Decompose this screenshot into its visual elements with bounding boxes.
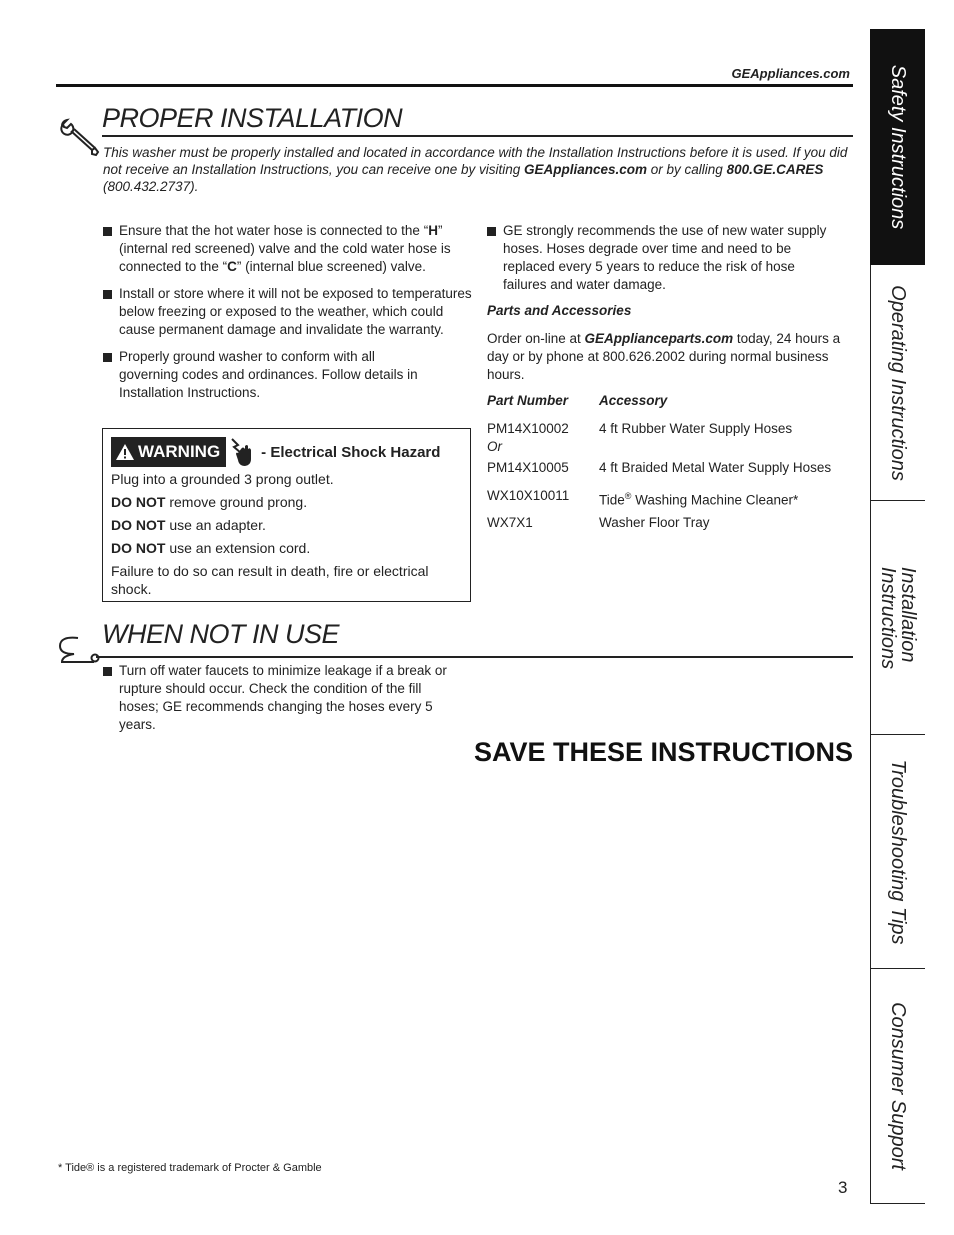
part-number: PM14X10005 [487,460,569,475]
list-item: Turn off water faucets to minimize leakage if a break or rupture should occur. Check the condition of the fill hoses; GE recommends changing the hoses every 5 years. [103,662,455,734]
warning-box [102,428,471,602]
not-in-use-bullets [103,662,455,743]
electric-shock-icon [229,437,257,467]
warning-badge: WARNING [111,437,226,467]
list-item: Install or store where it will not be exposed to temperatures below freezing or exposed to the weather, which could cause permanent damage and invalidate the warranty. [103,285,473,339]
accessory: 4 ft Braided Metal Water Supply Hoses [599,460,832,475]
phone-ge-cares: 800.GE.CARES [726,162,824,177]
wrench-icon [58,118,100,160]
col-part-number: Part Number [487,393,569,408]
when-not-in-use-title: WHEN NOT IN USE [102,619,340,649]
page-number: 3 [838,1178,848,1197]
list-item: GE strongly recommends the use of new water supply hoses. Hoses degrade over time and need to be replaced every 5 years to reduce the risk of hose failures and water damage. [487,222,842,294]
warning-hazard-text: - Electrical Shock Hazard [261,443,441,461]
list-item: Ensure that the hot water hose is connected to the “H” (internal red screened) valve and the cold water hose is connected to the “C” (internal blue screened) valve. [103,222,473,276]
parts-order-text: Order on-line at GEApplianceparts.com today, 24 hours a day or by phone at 800.626.2002 during normal business hours. [487,331,841,382]
part-number: WX7X1 [487,515,533,530]
col-accessory: Accessory [599,393,668,408]
installation-bullets-right [487,222,842,303]
proper-installation-title: PROPER INSTALLATION [102,103,403,133]
accessory: Washer Floor Tray [599,515,710,530]
accessory: 4 ft Rubber Water Supply Hoses [599,421,793,436]
site-url[interactable]: GEAppliances.com [731,66,850,81]
parts-heading: Parts and Accessories [487,303,632,318]
footnote: * Tide® is a registered trademark of Procter & Gamble [58,1162,322,1174]
tab-troubleshooting-tips[interactable]: Troubleshooting Tips [870,735,925,969]
save-instructions: SAVE THESE INSTRUCTIONS [473,737,853,767]
warning-body: Plug into a grounded 3 prong outlet. DO NOT remove ground prong. DO NOT use an adapter. DO NOT use an extension cord. Failure to do so can result in death, fire or electrical shock. [111,471,429,597]
installation-bullets-left [103,222,473,411]
section-rule [102,135,853,137]
section-tabs [870,29,925,1204]
tab-installation-instructions[interactable]: Installation Instructions [870,501,925,735]
header-rule [56,84,853,87]
tab-safety-instructions[interactable]: Safety Instructions [870,29,925,265]
list-item: Properly ground washer to conform with all governing codes and ordinances. Follow details in Installation Instructions. [103,348,473,402]
accessory: Tide® Washing Machine Cleaner* [599,491,799,508]
section-rule [96,656,853,658]
warning-header [111,437,440,467]
tab-consumer-support[interactable]: Consumer Support [870,969,925,1204]
parts-link[interactable]: GEApplianceparts.com [584,331,734,346]
part-number: PM14X10002 [487,421,569,436]
warning-triangle-icon [115,443,135,461]
installation-intro: This washer must be properly installed and located in accordance with the Installation Instructions before it is used. If you did not receive an Installation Instructions, you can receive one by visiting GEAppliances.com or by calling 800.GE.CARES (800.432.2737). [103,145,848,194]
or-label: Or [487,439,502,454]
hose-icon [58,634,104,666]
part-number: WX10X10011 [487,488,570,503]
tab-operating-instructions[interactable]: Operating Instructions [870,265,925,501]
ge-appliances-link[interactable]: GEAppliances.com [523,162,648,177]
